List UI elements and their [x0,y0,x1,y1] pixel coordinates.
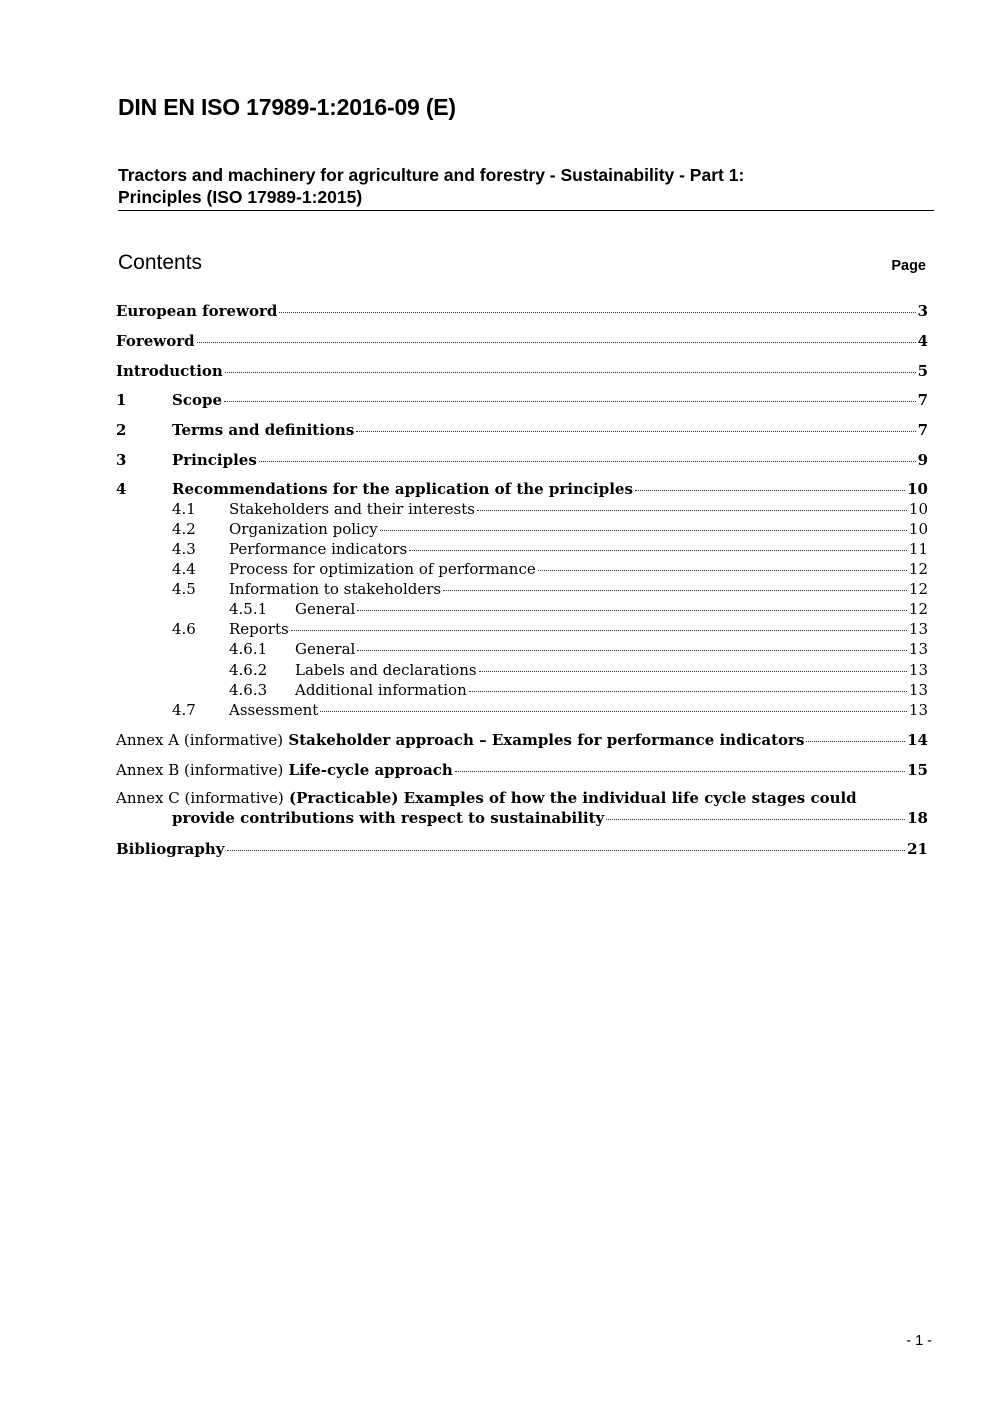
toc-entry-4-7[interactable] [116,700,928,729]
toc-entry-4-2[interactable] [116,519,928,539]
toc-entry-4-6-2[interactable] [116,660,928,680]
toc-entry-number: 4.6 [172,620,196,639]
toc-leader [380,530,907,531]
toc-entry-label: Process for optimization of performance [229,560,536,579]
toc-leader [279,312,915,313]
toc-entry-label: Recommendations for the application of the principles [172,479,633,498]
toc-entry-annex-c[interactable] [116,788,928,838]
toc-leader [606,819,905,820]
toc-leader [538,570,907,571]
toc-entry-4-1[interactable] [116,499,928,519]
toc-leader [477,510,907,511]
toc-entry-page: 10 [907,479,928,498]
annex-prefix: Annex C (informative) [116,789,284,808]
toc-entry-bibliography[interactable] [116,838,928,868]
document-title: DIN EN ISO 17989-1:2016-09 (E) [118,94,456,120]
page-column-label: Page [891,258,926,274]
toc-entry-4-6[interactable] [116,619,928,639]
toc-leader [443,590,907,591]
toc-entry-label: Scope [172,391,223,410]
toc-entry-label: Terms and definitions [172,421,355,440]
toc-entry-number: 4.5.1 [229,600,268,619]
toc-entry-introduction[interactable] [116,360,928,390]
toc-leader [409,550,907,551]
annex-prefix: Annex B (informative) [116,760,284,779]
contents-heading: Contents [118,251,203,274]
toc-leader [225,372,916,373]
toc-leader [357,650,907,651]
toc-leader [455,771,905,772]
toc-entry-page: 3 [917,302,928,320]
toc-entry-page: 21 [907,839,928,858]
toc-entry-number: 3 [116,450,127,469]
toc-entry-number: 4.7 [172,700,196,719]
toc-entry-page: 13 [908,680,928,699]
toc-entry-page: 13 [908,640,928,659]
toc-leader [291,630,907,631]
toc-entry-page: 10 [908,519,928,538]
toc-entry-number: 4.1 [172,499,196,518]
toc-entry-4-5[interactable] [116,579,928,599]
document-subtitle-line-1: Tractors and machinery for agriculture and forestry - Sustainability - Part 1: [118,165,745,185]
toc-entry-page: 12 [908,580,928,599]
toc-entry-label: Bibliography [116,839,225,858]
toc-entry-label: General [295,640,356,659]
toc-entry-page: 7 [917,421,928,440]
toc-entry-page: 4 [917,331,928,350]
toc-leader [356,431,915,432]
toc-entry-label: Introduction [116,361,223,380]
toc-entry-european-foreword[interactable] [116,300,928,330]
toc-entry-page: 15 [907,760,928,779]
toc-entry-recommendations[interactable] [116,479,928,499]
toc-entry-label: Principles [172,450,257,469]
toc-entry-annex-a[interactable] [116,729,928,759]
toc-entry-label: Assessment [229,700,319,719]
toc-entry-label: Additional information [295,680,467,699]
toc-entry-number: 4.3 [172,539,196,558]
toc-leader [806,741,905,742]
toc-entry-label: Labels and declarations [295,660,477,679]
page-number: - 1 - [906,1333,932,1349]
toc-entry-number: 4.5 [172,580,196,599]
toc-entry-label: European foreword [116,302,278,320]
toc-entry-number: 4.6.3 [229,680,268,699]
toc-entry-4-3[interactable] [116,539,928,559]
toc-entry-label: General [295,600,356,619]
toc-entry-label: Stakeholders and their interests [229,499,475,518]
toc-entry-4-5-1[interactable] [116,599,928,619]
document-subtitle [118,164,933,208]
toc-entry-label-line-1: (Practicable) Examples of how the individual life cycle stages could [289,789,857,808]
toc-entry-number: 4.6.1 [229,640,268,659]
toc-entry-terms-and-definitions[interactable] [116,419,928,449]
toc-leader [224,401,916,402]
toc-entry-page: 10 [908,499,928,518]
annex-prefix: Annex A (informative) [116,730,284,749]
toc-entry-number: 4.6.2 [229,660,268,679]
toc-entry-4-4[interactable] [116,559,928,579]
toc-entry-page: 12 [908,560,928,579]
toc-entry-number: 1 [116,391,127,410]
toc-entry-label-line-2: provide contributions with respect to sustainability [172,809,605,828]
toc-entry-label: Performance indicators [229,539,408,558]
toc-entry-page: 18 [907,809,928,828]
toc-entry-number: 4 [116,479,127,498]
toc-entry-page: 5 [917,361,928,380]
toc-entry-label: Reports [229,620,289,639]
toc-entry-4-6-3[interactable] [116,680,928,700]
toc-entry-label: Organization policy [229,519,378,538]
toc-entry-page: 9 [917,450,928,469]
document-subtitle-line-2: Principles (ISO 17989-1:2015) [118,187,363,207]
table-of-contents [116,300,928,868]
toc-entry-page: 13 [908,700,928,719]
toc-entry-4-6-1[interactable] [116,639,928,659]
toc-entry-page: 13 [908,660,928,679]
toc-entry-foreword[interactable] [116,330,928,360]
toc-entry-number: 2 [116,421,127,440]
toc-leader [635,490,905,491]
toc-entry-page: 7 [917,391,928,410]
toc-entry-principles[interactable] [116,449,928,479]
toc-entry-number: 4.2 [172,519,196,538]
toc-entry-label: Stakeholder approach – Examples for performance indicators [288,730,805,749]
toc-leader [357,610,907,611]
toc-entry-page: 13 [908,620,928,639]
toc-entry-annex-b[interactable] [116,759,928,789]
toc-leader [469,691,907,692]
toc-entry-scope[interactable] [116,389,928,419]
toc-entry-page: 14 [907,730,928,749]
toc-entry-label: Life-cycle approach [288,760,453,779]
title-divider [118,210,934,211]
toc-leader [227,850,906,851]
toc-leader [479,671,907,672]
toc-entry-page: 12 [908,600,928,619]
toc-entry-label: Information to stakeholders [229,580,442,599]
toc-entry-label: Foreword [116,331,195,350]
toc-leader [259,461,916,462]
toc-leader [197,342,916,343]
toc-entry-page: 11 [908,539,928,558]
toc-leader [320,711,907,712]
toc-entry-number: 4.4 [172,560,196,579]
